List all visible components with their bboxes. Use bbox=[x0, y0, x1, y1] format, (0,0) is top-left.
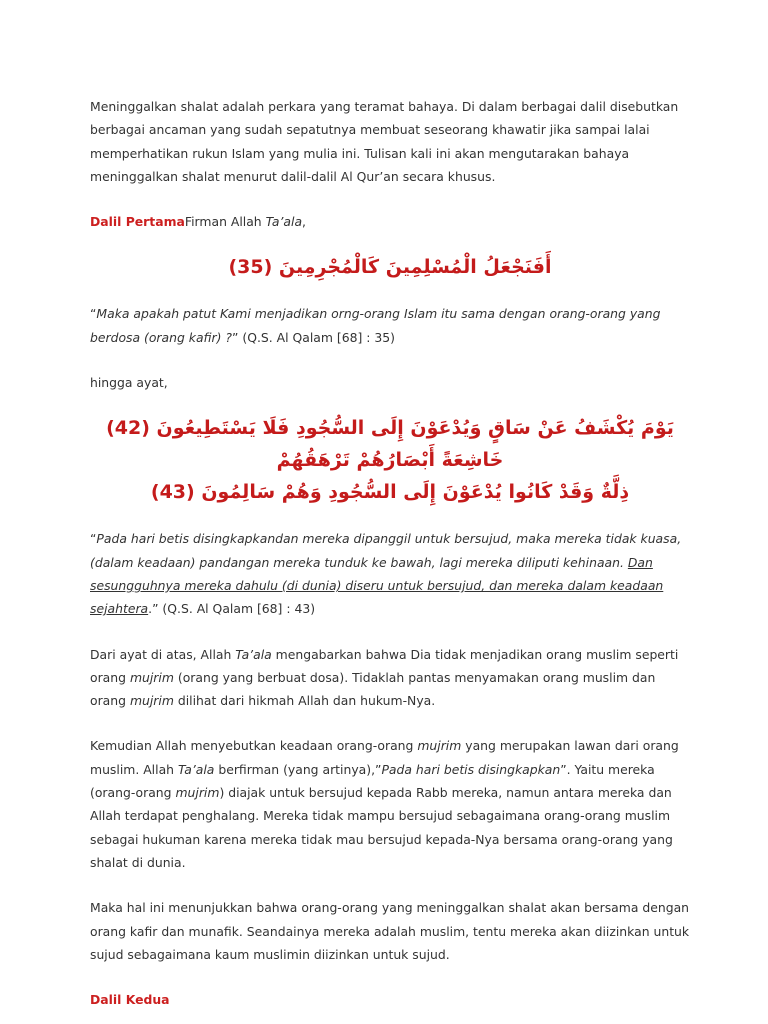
translation-35-source: ” (Q.S. Al Qalam [68] : 35) bbox=[232, 329, 395, 345]
article-body bbox=[90, 95, 690, 1011]
italic-run: mujrim bbox=[129, 693, 174, 709]
dalil-kedua-heading: Dalil Kedua bbox=[90, 992, 170, 1008]
translation-verse-43 bbox=[90, 527, 690, 620]
text-run: (orang yang berbuat dosa). Tidaklah pantas menyamakan orang muslim dan orang bbox=[90, 669, 656, 709]
text-run: berfirman (yang artinya),” bbox=[214, 761, 382, 777]
italic-run: mujrim bbox=[175, 785, 220, 801]
text-run: Kemudian Allah menyebutkan keadaan orang-orang bbox=[90, 738, 418, 754]
translation-43-source: .” (Q.S. Al Qalam [68] : 43) bbox=[148, 601, 316, 617]
dalil-pertama-lead-italic: Ta’ala bbox=[265, 214, 303, 230]
dalil-pertama-line bbox=[90, 210, 690, 233]
translation-verse-35 bbox=[90, 302, 690, 349]
explanation-paragraph-3: Maka hal ini menunjukkan bahwa orang-orang yang meninggalkan shalat akan bersama dengan orang kafir dan munafik. Seandainya mereka adalah muslim, tentu mereka akan diizinkan untuk sujud sebagaimana kaum muslimin diizinkan untuk sujud. bbox=[90, 900, 690, 962]
text-run: ) diajak untuk bersujud kepada Rabb mereka, namun antara mereka dan Allah terdapat penghalang. Mereka tidak mampu bersujud sebagaimana orang-orang muslim sebagai hukuman karena mereka tidak mau bersujud kepada-Nya bersama orang-orang yang shalat di dunia. bbox=[90, 785, 673, 870]
italic-run: mujrim bbox=[417, 738, 462, 754]
arabic-verse-42-43 bbox=[90, 412, 690, 508]
quote-open: “ bbox=[90, 306, 97, 322]
translation-43-underlined: Dan sesungguhnya mereka dahulu (di dunia) diseru untuk bersujud, dan mereka dalam keadaan sejahtera bbox=[90, 554, 664, 617]
arabic-verse-line-1: يَوْمَ يُكْشَفُ عَنْ سَاقٍ وَيُدْعَوْنَ إِلَى السُّجُودِ فَلَا يَسْتَطِيعُونَ (42) خَاشِعَةً أَبْصَارُهُمْ تَرْهَقُهُمْ bbox=[106, 417, 674, 472]
dalil-pertama-lead: Firman Allah bbox=[184, 214, 266, 230]
translation-43-text: Pada hari betis disingkapkandan mereka dipanggil untuk bersujud, maka mereka tidak kuasa, (dalam keadaan) pandangan mereka tunduk ke bawah, lagi mereka diliputi kehinaan. bbox=[90, 531, 682, 570]
italic-run: Ta’ala bbox=[177, 761, 215, 777]
quote-open-2: “ bbox=[90, 531, 97, 547]
italic-run: Ta’ala bbox=[235, 646, 272, 662]
text-run: Dari ayat di atas, Allah bbox=[90, 646, 236, 662]
text-run: yang merupakan lawan dari orang muslim. Allah bbox=[90, 738, 679, 777]
arabic-verse-line-2: ذِلَّةٌ وَقَدْ كَانُوا يُدْعَوْنَ إِلَى السُّجُودِ وَهُمْ سَالِمُونَ (43) bbox=[150, 481, 630, 504]
italic-run: mujrim bbox=[129, 669, 174, 685]
dalil-pertama-lead-end: , bbox=[302, 214, 306, 230]
text-run: dilihat dari hikmah Allah dan hukum-Nya. bbox=[173, 693, 436, 709]
arabic-verse-35: أَفَنَجْعَلُ الْمُسْلِمِينَ كَالْمُجْرِمِينَ (35) bbox=[228, 256, 552, 279]
translation-35-text: Maka apakah patut Kami menjadikan orng-orang Islam itu sama dengan orang-orang yang berdosa (orang kafir) ? bbox=[90, 306, 661, 345]
hingga-ayat: hingga ayat, bbox=[90, 375, 168, 391]
dalil-kedua-line bbox=[90, 988, 690, 1011]
explanation-paragraph-1 bbox=[90, 643, 690, 713]
text-run: mengabarkan bahwa Dia tidak menjadikan orang muslim seperti orang bbox=[90, 646, 679, 685]
dalil-pertama-heading: Dalil Pertama bbox=[90, 214, 185, 230]
explanation-paragraph-2 bbox=[90, 734, 690, 874]
intro-paragraph: Meninggalkan shalat adalah perkara yang teramat bahaya. Di dalam berbagai dalil disebutkan berbagai ancaman yang sudah sepatutnya membuat seseorang khawatir jika sampai lalai memperhatikan rukun Islam yang mulia ini. Tulisan kali ini akan mengutarakan bahaya meninggalkan shalat menurut dalil-dalil Al Qur’an secara khusus. bbox=[90, 99, 679, 184]
text-run: ”. Yaitu mereka (orang-orang bbox=[90, 761, 655, 801]
italic-run: Pada hari betis disingkapkan bbox=[381, 761, 561, 777]
